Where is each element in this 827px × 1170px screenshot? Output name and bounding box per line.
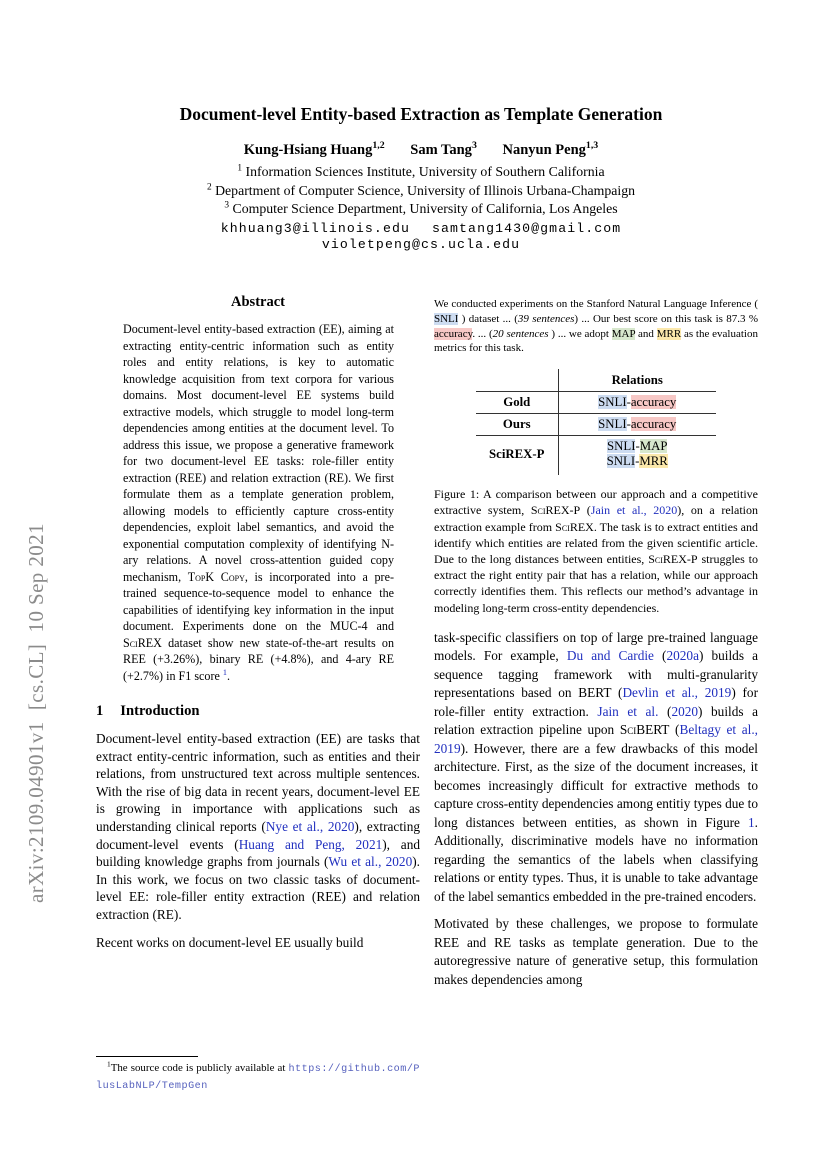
paper-title: Document-level Entity-based Extraction as Template Generation [179,104,663,124]
smallcaps-text: SciBERT [619,722,670,738]
row-label: Gold [476,392,558,414]
affiliation-3 [84,201,758,217]
footnote-rule [96,1056,198,1057]
affil-text: Department of Computer Science, University of Illinois Urbana-Champaign [211,182,636,198]
text-run: , is incorporated into a pre-trained sequence-to-sequence model to enhance the capabilities of identifying key information in the input document. Experiments done on the MUC-4 and [123,569,394,633]
author-name: Nanyun Peng [502,142,586,158]
author-3 [502,142,598,158]
citation-link[interactable]: 2020 [671,703,699,719]
citation-link[interactable]: Nye et al., 2020 [265,818,355,834]
affil-text: Information Sciences Institute, University of Southern California [242,164,605,179]
text-run: ( [580,503,591,518]
text-run: Recent works on document-level EE usually build [96,934,364,950]
email-address: khhuang3@illinois.edu [220,221,410,236]
affil-sup: 3 [224,200,230,211]
author-affil-sup: 1,3 [585,140,599,152]
highlight-blue: SNLI [598,395,627,410]
citation-link[interactable]: Jain et al. [597,703,659,719]
source-code-url-link[interactable]: https://github.com/PlusLabNLP/TempGen [96,1064,420,1092]
text-run: . [226,668,230,683]
author-affil-sup: 1,2 [372,140,385,152]
email-line-2 [84,237,758,252]
section-number: 1 [96,703,104,719]
row-label: Ours [476,414,558,436]
left-column [96,294,420,951]
text-run: We conducted experiments on the Stanford Natural Language Inference ( [434,298,758,310]
highlight-yellow: MRR [656,327,682,340]
text-run: ). In this work, we focus on two classic tasks of document-level EE: role-filler entity extraction (REE) and relation extraction (RE). [96,854,420,922]
text-run: Motivated by these challenges, we propose to formulate REE and RE tasks as template generation. Due to the autoregressive nature of generative setup, this formulation makes dependencies among [434,916,758,987]
text-run: ( [669,722,680,738]
text-run: ( [653,648,667,664]
email-address: samtang1430@gmail.com [432,221,622,236]
author-affil-sup: 3 [471,140,477,152]
highlight-green: MAP [611,327,636,340]
section-heading-introduction [96,703,420,720]
citation-link[interactable]: Jain et al., 2020 [590,503,678,518]
abstract-heading: Abstract [231,294,285,310]
right-paragraph-1 [434,629,758,907]
text-run: . ... ( [472,327,493,340]
right-column [434,297,758,989]
text-run: ), on a relation extraction example from [434,503,758,534]
row-value [558,414,716,436]
text-run: ) builds a relation extraction pipeline upon [434,703,758,738]
arxiv-watermark: arXiv:2109.04901v1 [cs.CL] 10 Sep 2021 [24,523,48,903]
italic-text: 20 sentences [492,327,549,340]
text-run: - [635,439,640,454]
citation-link[interactable]: Wu et al., 2020 [328,854,413,870]
author-1 [244,142,385,158]
smallcaps-text: SciREX [555,519,594,534]
paper-header [84,104,758,252]
affiliation-2 [84,183,758,199]
figure-1-caption [434,486,758,616]
text-run: ). However, there are a few drawbacks of this model architecture. First, as the size of the document increases, it becomes increasingly difficult for extractive methods to capture cross-entity dependencies among entitiy types due to long distances between entities, as shown in Figure [434,740,758,830]
abstract-body [123,321,394,684]
highlight-blue: SNLI [607,439,636,454]
affil-sup: 2 [206,181,212,192]
row-value-line-1 [569,439,707,454]
text-run: dataset show new state-of-the-art results on REE (+3.26%), binary RE (+4.8%), and 4-ary RE (+2.7%) in F1 score [123,635,394,683]
citation-link[interactable]: Beltagy et al., 2019 [434,722,758,756]
author-emails [84,221,758,252]
smallcaps-text: SciREX [123,635,162,650]
figure-table [476,369,716,475]
right-paragraph-2 [434,915,758,989]
row-value [558,392,716,414]
author-line [84,142,758,159]
affiliations [84,164,758,217]
text-run: ), and building knowledge graphs from journals ( [96,836,420,870]
email-line-1 [84,221,758,236]
smallcaps-text: TopK Copy [187,569,245,584]
text-run: - [635,454,640,469]
citation-link[interactable]: 1 [748,814,755,830]
text-run: ) for role-filler entity extraction. [434,685,758,719]
footnote-marker-link[interactable]: 1 [222,667,227,677]
highlight-red: accuracy [630,417,677,432]
text-run: task-specific classifiers on top of large pre-trained language models. For example, [434,629,758,664]
intro-paragraph-2 [96,934,420,952]
author-name: Sam Tang [410,142,472,158]
text-run: . The task is to extract entities and identify which entities are related from the given scientific article. Due to the long distances between entities, [434,519,758,566]
text-run: Document-level entity-based extraction (EE) are tasks that extract entity-centric information, such as entities and their relations, from unstructured text across multiple sentences. With the rise of big data in recent years, document-level EE is growing in importance with applications such as understanding clinical reports ( [96,731,420,834]
highlight-red: accuracy [630,395,677,410]
author-name: Kung-Hsiang Huang [243,142,373,158]
row-value [558,436,716,476]
citation-link[interactable]: 2020a [666,648,699,664]
affil-sup: 1 [237,163,243,174]
figure-table-corner-cell [476,369,558,392]
footnote [96,1056,420,1094]
text-run: Figure 1: A comparison between our approach and a competitive extractive system, [434,487,758,518]
text-run: ) dataset ... ( [458,312,518,325]
figure-table-header-relations: Relations [558,369,716,392]
italic-text: 39 sentences [517,312,575,325]
text-run: ) ... we adopt [548,327,612,340]
smallcaps-text: SciREX-P [530,503,581,518]
text-run: ), extracting document-level events ( [96,818,421,852]
table-row-ours [476,414,716,436]
text-run: struggles to extract the right entity pair that has a relation, while our approach correctly identifies them. This reflects our method’s advantage in modeling long-term cross-entity dependencies. [434,552,758,615]
text-run: ) ... Our best score on this task is 87.3 % [574,312,758,325]
smallcaps-text: SciREX-P [648,552,698,566]
citation-link[interactable]: Devlin et al., 2019 [622,685,732,701]
footnote-marker: 1 [107,1059,111,1069]
highlight-red: accuracy [434,327,473,340]
intro-paragraph-1 [96,730,420,924]
text-run: - [626,395,631,410]
row-label: SciREX-P [489,446,545,461]
email-address: violetpeng@cs.ucla.edu [321,237,521,252]
text-run: as the evaluation metrics for this task. [434,327,758,355]
highlight-blue: SNLI [598,417,627,432]
figure-table-header-row [476,369,716,392]
highlight-green: MAP [639,439,668,454]
highlight-yellow: MRR [639,454,668,469]
section-title: Introduction [120,703,200,719]
table-row-scirex-p [476,436,716,476]
citation-link[interactable]: Du and Cardie [566,648,654,664]
affiliation-1 [84,164,758,180]
table-row-gold [476,392,716,414]
text-run: and [635,327,657,340]
text-run: - [626,417,631,432]
affil-text: Computer Science Department, University of California, Los Angeles [229,201,618,216]
text-run: The source code is publicly available at [110,1062,289,1074]
highlight-blue: SNLI [606,454,636,469]
text-run: Document-level entity-based extraction (EE), aiming at extracting entity-centric information such as entity roles and entity relations, is key to automatic knowledge acquisition from text corpora for various domains. Most document-level EE systems build extractive models, which struggle to model long-term dependencies among entities at the document level. To address this issue, we propose a generative framework for two document-level EE tasks: role-filler entity extraction (REE) and relation extraction (RE). We first formulate them as a template generation problem, allowing models to efficiently capture cross-entity dependencies, exploit label semantics, and avoid the exponential computation complexity of identifying N-ary relations. A novel cross-attention guided copy mechanism, [123,322,394,584]
figure-example-text [434,297,758,356]
row-value-line-2 [569,454,707,469]
text-run: . Additionally, discriminative models have no information regarding the semantics of the labels when classifying relations or entity types. Thus, it is unable to take advantage of the label semantics embedded in the pre-trained encoders. [434,814,758,904]
text-run: ( [658,703,672,719]
citation-link[interactable]: Huang and Peng, 2021 [238,836,383,852]
footnote-text [96,1061,420,1094]
author-2 [410,142,477,158]
text-run: ) builds a sequence tagging framework with multi-granularity representations based on BERT ( [434,648,758,701]
highlight-blue: SNLI [434,312,459,325]
